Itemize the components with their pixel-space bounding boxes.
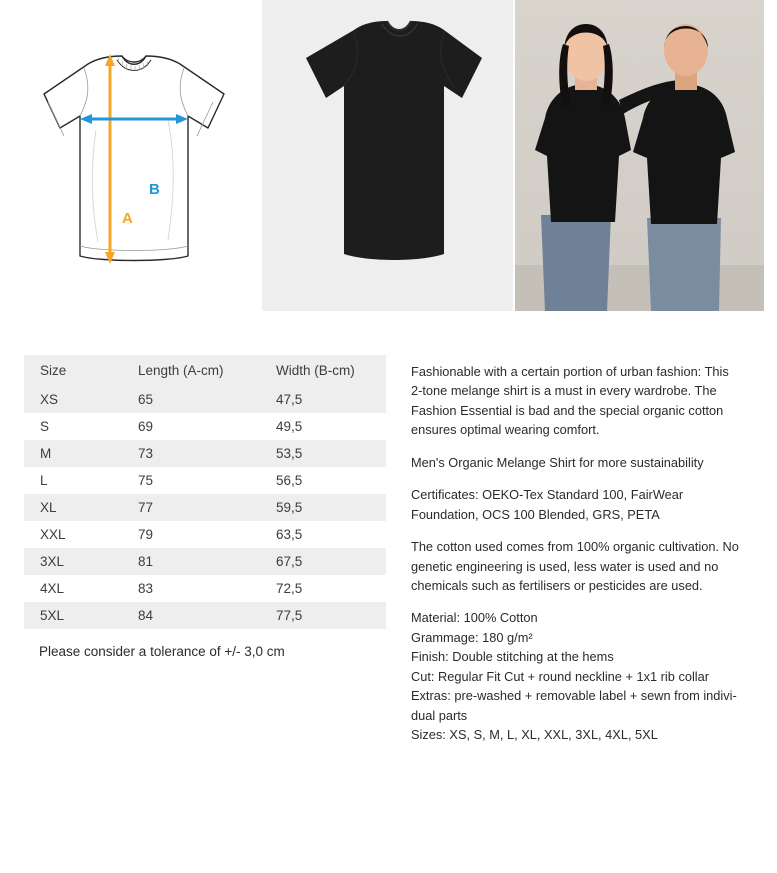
cell-size: M bbox=[40, 446, 52, 461]
header-length: Length (A-cm) bbox=[122, 355, 260, 386]
cell-width: 59,5 bbox=[276, 500, 303, 515]
shirt-outline-diagram bbox=[18, 50, 243, 275]
cell-width: 47,5 bbox=[276, 392, 303, 407]
tolerance-note: Please consider a tolerance of +/- 3,0 cm bbox=[39, 644, 285, 659]
table-header-row bbox=[24, 355, 386, 386]
cell-length: 75 bbox=[138, 473, 154, 488]
shirt-outline-icon bbox=[18, 50, 243, 275]
table-row bbox=[24, 467, 386, 494]
table-row bbox=[24, 575, 386, 602]
table-row bbox=[24, 494, 386, 521]
cell-length: 81 bbox=[138, 554, 154, 569]
description-cotton: The cotton used comes from 100% organic cultivation. No genetic engineering is used, less water is used and no chemicals such as fertilisers or pesticides are used. bbox=[411, 539, 739, 593]
cell-length: 69 bbox=[138, 419, 154, 434]
cell-width: 67,5 bbox=[276, 554, 303, 569]
description-column bbox=[411, 362, 741, 744]
cell-width: 77,5 bbox=[276, 608, 303, 623]
table-row bbox=[24, 602, 386, 629]
cell-length: 65 bbox=[138, 392, 154, 407]
black-tshirt-icon bbox=[292, 18, 487, 273]
cell-width: 53,5 bbox=[276, 446, 303, 461]
cell-size: 3XL bbox=[40, 554, 65, 569]
spec-cut: Cut: Regular Fit Cut + round neckline + 1x1 rib collar bbox=[411, 668, 710, 684]
cell-size: L bbox=[40, 473, 48, 488]
cell-size: XL bbox=[40, 500, 57, 515]
size-table-container bbox=[24, 355, 386, 629]
cell-length: 84 bbox=[138, 608, 154, 623]
spec-finish: Finish: Double stitching at the hems bbox=[411, 649, 614, 665]
cell-size: S bbox=[40, 419, 50, 434]
table-row bbox=[24, 548, 386, 575]
cell-width: 63,5 bbox=[276, 527, 303, 542]
description-subtitle: Men's Organic Melange Shirt for more sustainability bbox=[411, 454, 704, 470]
cell-width: 56,5 bbox=[276, 473, 303, 488]
table-row bbox=[24, 440, 386, 467]
flat-lay-shirt-panel bbox=[262, 0, 513, 311]
measure-label-b: B bbox=[149, 181, 160, 198]
cell-width: 72,5 bbox=[276, 581, 303, 596]
models-illustration bbox=[515, 0, 764, 311]
spec-extras: Extras: pre-washed + removable label + sewn from indivi-dual parts bbox=[411, 688, 737, 723]
cell-width: 49,5 bbox=[276, 419, 303, 434]
cell-size: 5XL bbox=[40, 608, 65, 623]
cell-size: XS bbox=[40, 392, 59, 407]
description-intro: Fashionable with a certain portion of urban fashion: This 2-tone melange shirt is a must in every wardrobe. The Fashion Essential is bad and the special organic cotton ensures optimal wearing comfort. bbox=[411, 364, 729, 438]
table-row bbox=[24, 386, 386, 413]
size-table bbox=[24, 355, 386, 629]
cell-size: 4XL bbox=[40, 581, 65, 596]
table-row bbox=[24, 413, 386, 440]
spec-sizes: Sizes: XS, S, M, L, XL, XXL, 3XL, 4XL, 5XL bbox=[411, 727, 658, 742]
header-width: Width (B-cm) bbox=[260, 355, 386, 386]
lifestyle-photo-panel bbox=[515, 0, 764, 311]
spec-material: Material: 100% Cotton bbox=[411, 610, 538, 626]
cell-length: 77 bbox=[138, 500, 154, 515]
measure-label-a: A bbox=[122, 210, 133, 227]
spec-grammage: Grammage: 180 g/m² bbox=[411, 629, 533, 645]
description-certificates: Certificates: OEKO-Tex Standard 100, FairWear Foundation, OCS 100 Blended, GRS, PETA bbox=[411, 487, 684, 522]
cell-length: 73 bbox=[138, 446, 154, 461]
cell-size: XXL bbox=[40, 527, 66, 542]
measurement-diagram-panel bbox=[0, 0, 260, 311]
table-row bbox=[24, 521, 386, 548]
product-image-strip bbox=[0, 0, 777, 311]
cell-length: 83 bbox=[138, 581, 154, 596]
header-size: Size bbox=[24, 355, 122, 386]
cell-length: 79 bbox=[138, 527, 154, 542]
spec-list bbox=[411, 608, 741, 744]
